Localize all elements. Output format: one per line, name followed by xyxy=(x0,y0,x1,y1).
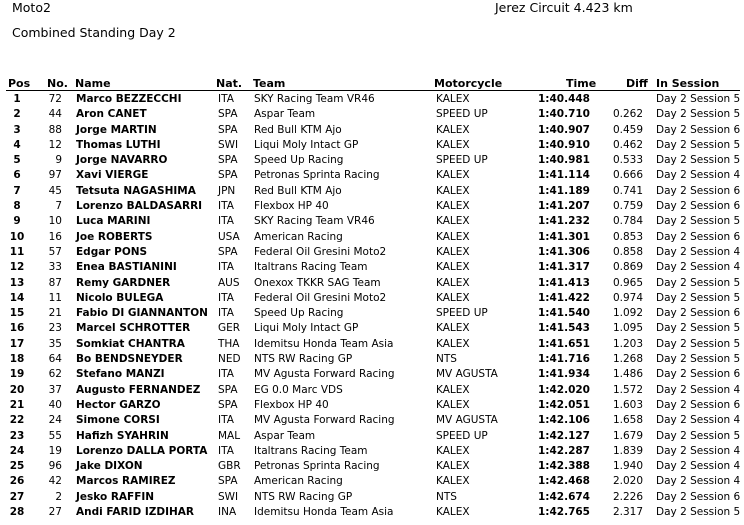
lap-time: 1:42.106 xyxy=(537,414,590,427)
team-name: American Racing xyxy=(254,475,343,488)
in-session-cell: Day 2 Session 4 xyxy=(656,460,741,473)
table-row xyxy=(0,107,744,122)
table-row xyxy=(0,168,744,183)
team-name: Italtrans Racing Team xyxy=(254,444,368,457)
lap-time: 1:41.207 xyxy=(537,200,590,213)
motorcycle-cell: KALEX xyxy=(436,169,470,182)
gap-cell: 1.572 xyxy=(612,383,643,396)
motorcycle-cell: KALEX xyxy=(436,276,470,289)
in-session-cell: Day 2 Session 5 xyxy=(656,337,741,350)
table-row xyxy=(0,92,744,107)
table-row xyxy=(0,337,744,352)
col-header-no: No. xyxy=(47,77,68,90)
pos-cell: 4 xyxy=(13,138,21,151)
in-session-cell: Day 2 Session 4 xyxy=(656,261,741,274)
lap-time: 1:42.468 xyxy=(537,475,590,488)
in-session-cell: Day 2 Session 6 xyxy=(656,230,741,243)
table-row xyxy=(0,260,744,275)
pos-cell: 13 xyxy=(9,276,25,289)
motorcycle-cell: SPEED UP xyxy=(436,108,488,121)
number-cell: 19 xyxy=(48,444,62,457)
team-name: NTS RW Racing GP xyxy=(254,353,353,366)
number-cell: 97 xyxy=(48,169,62,182)
rider-name: Tetsuta NAGASHIMA xyxy=(76,184,196,197)
pos-cell: 14 xyxy=(9,291,25,304)
number-cell: 96 xyxy=(48,460,62,473)
team-name: Speed Up Racing xyxy=(254,307,344,320)
nationality-cell: ITA xyxy=(218,368,234,381)
in-session-cell: Day 2 Session 6 xyxy=(656,123,741,136)
nationality-cell: ITA xyxy=(218,93,234,105)
nationality-cell: SPA xyxy=(218,475,238,488)
in-session-cell: Day 2 Session 5 xyxy=(656,322,741,335)
team-name: Liqui Moly Intact GP xyxy=(254,138,359,151)
number-cell: 57 xyxy=(48,245,62,258)
gap-cell: 1.839 xyxy=(612,444,643,457)
pos-cell: 10 xyxy=(9,230,25,243)
gap-cell: 0.974 xyxy=(612,291,643,304)
rider-name: Somkiat CHANTRA xyxy=(76,337,185,350)
table-row xyxy=(0,367,744,382)
motorcycle-cell: MV AGUSTA xyxy=(436,368,498,381)
motorcycle-cell: NTS xyxy=(436,490,457,503)
gap-cell: 1.486 xyxy=(612,368,643,381)
pos-cell: 6 xyxy=(13,169,21,182)
pos-cell: 22 xyxy=(9,414,25,427)
col-header-nat: Nat. xyxy=(216,77,243,90)
rider-name: Hector GARZO xyxy=(76,398,161,411)
team-name: Flexbox HP 40 xyxy=(254,398,329,411)
lap-time: 1:42.674 xyxy=(537,490,590,503)
pos-cell: 5 xyxy=(13,154,21,167)
col-header-in-session: In Session xyxy=(656,77,720,90)
in-session-cell: Day 2 Session 5 xyxy=(656,291,741,304)
rider-name: Jorge MARTIN xyxy=(76,123,157,136)
lap-time: 1:41.301 xyxy=(537,230,590,243)
lap-time: 1:41.716 xyxy=(537,353,590,366)
number-cell: 7 xyxy=(55,200,62,213)
nationality-cell: ITA xyxy=(218,307,234,320)
team-name: Idemitsu Honda Team Asia xyxy=(254,337,394,350)
number-cell: 37 xyxy=(48,383,62,396)
lap-time: 1:41.317 xyxy=(537,261,590,274)
team-name: Idemitsu Honda Team Asia xyxy=(254,506,394,519)
table-row xyxy=(0,153,744,168)
table-row xyxy=(0,444,744,459)
rider-name: Bo BENDSNEYDER xyxy=(76,353,183,366)
motorcycle-cell: KALEX xyxy=(436,444,470,457)
nationality-cell: NED xyxy=(218,353,241,366)
team-name: American Racing xyxy=(254,230,343,243)
pos-cell: 9 xyxy=(13,215,21,228)
col-header-team: Team xyxy=(253,77,286,90)
lap-time: 1:42.051 xyxy=(537,398,590,411)
team-name: Flexbox HP 40 xyxy=(254,200,329,213)
lap-time: 1:42.020 xyxy=(537,383,590,396)
gap-cell: 0.741 xyxy=(612,184,643,197)
standings-table xyxy=(0,92,744,520)
rider-name: Augusto FERNANDEZ xyxy=(76,383,201,396)
number-cell: 9 xyxy=(55,154,62,167)
rider-name: Hafizh SYAHRIN xyxy=(76,429,169,442)
nationality-cell: GBR xyxy=(218,460,241,473)
table-row xyxy=(0,490,744,505)
table-row xyxy=(0,214,744,229)
rider-name: Fabio DI GIANNANTON xyxy=(76,307,208,320)
pos-cell: 19 xyxy=(9,368,25,381)
team-name: Red Bull KTM Ajo xyxy=(254,184,342,197)
in-session-cell: Day 2 Session 5 xyxy=(656,154,741,167)
number-cell: 16 xyxy=(48,230,62,243)
lap-time: 1:41.651 xyxy=(537,337,590,350)
number-cell: 35 xyxy=(48,337,62,350)
gap-cell: 2.317 xyxy=(612,506,643,519)
number-cell: 88 xyxy=(48,123,62,136)
nationality-cell: AUS xyxy=(218,276,240,289)
lap-time: 1:41.422 xyxy=(537,291,590,304)
lap-time: 1:41.114 xyxy=(537,169,590,182)
col-header-motorcycle: Motorcycle xyxy=(434,77,503,90)
motorcycle-cell: KALEX xyxy=(436,138,470,151)
rider-name: Joe ROBERTS xyxy=(76,230,153,243)
lap-time: 1:42.388 xyxy=(537,460,590,473)
lap-time: 1:41.413 xyxy=(537,276,590,289)
motorcycle-cell: SPEED UP xyxy=(436,154,488,167)
pos-cell: 26 xyxy=(9,475,25,488)
nationality-cell: ITA xyxy=(218,261,234,274)
gap-cell: 0.853 xyxy=(612,230,643,243)
nationality-cell: SPA xyxy=(218,245,238,258)
gap-cell: 0.869 xyxy=(612,261,643,274)
team-name: Petronas Sprinta Racing xyxy=(254,169,380,182)
nationality-cell: INA xyxy=(218,506,237,519)
motorcycle-cell: KALEX xyxy=(436,322,470,335)
motorcycle-cell: KALEX xyxy=(436,93,470,105)
motorcycle-cell: KALEX xyxy=(436,506,470,519)
number-cell: 62 xyxy=(48,368,62,381)
in-session-cell: Day 2 Session 4 xyxy=(656,383,741,396)
motorcycle-cell: KALEX xyxy=(436,398,470,411)
in-session-cell: Day 2 Session 5 xyxy=(656,429,741,442)
pos-cell: 18 xyxy=(9,353,25,366)
motorcycle-cell: MV AGUSTA xyxy=(436,414,498,427)
nationality-cell: ITA xyxy=(218,215,234,228)
number-cell: 72 xyxy=(48,93,62,105)
lap-time: 1:42.765 xyxy=(537,506,590,519)
nationality-cell: SWI xyxy=(218,490,239,503)
lap-time: 1:41.543 xyxy=(537,322,590,335)
pos-cell: 1 xyxy=(13,93,21,105)
gap-cell: 1.603 xyxy=(612,398,643,411)
pos-cell: 2 xyxy=(13,108,21,121)
rider-name: Marcel SCHROTTER xyxy=(76,322,191,335)
nationality-cell: SPA xyxy=(218,154,238,167)
pos-cell: 21 xyxy=(9,398,25,411)
lap-time: 1:41.189 xyxy=(537,184,590,197)
circuit-info: Jerez Circuit 4.423 km xyxy=(495,0,633,15)
table-row xyxy=(0,306,744,321)
in-session-cell: Day 2 Session 5 xyxy=(656,93,741,105)
team-name: MV Agusta Forward Racing xyxy=(254,414,395,427)
team-name: Federal Oil Gresini Moto2 xyxy=(254,245,387,258)
motorcycle-cell: KALEX xyxy=(436,460,470,473)
lap-time: 1:41.306 xyxy=(537,245,590,258)
team-name: Onexox TKKR SAG Team xyxy=(254,276,381,289)
rider-name: Enea BASTIANINI xyxy=(76,261,177,274)
gap-cell: 0.784 xyxy=(612,215,643,228)
number-cell: 2 xyxy=(55,490,62,503)
pos-cell: 11 xyxy=(9,245,25,258)
pos-cell: 8 xyxy=(13,200,21,213)
gap-cell: 1.679 xyxy=(612,429,643,442)
team-name: Aspar Team xyxy=(254,108,316,121)
nationality-cell: ITA xyxy=(218,414,234,427)
in-session-cell: Day 2 Session 6 xyxy=(656,200,741,213)
lap-time: 1:42.127 xyxy=(537,429,590,442)
in-session-cell: Day 2 Session 6 xyxy=(656,490,741,503)
table-row xyxy=(0,138,744,153)
team-name: MV Agusta Forward Racing xyxy=(254,368,395,381)
gap-cell: 0.262 xyxy=(612,108,643,121)
in-session-cell: Day 2 Session 4 xyxy=(656,169,741,182)
gap-cell: 0.459 xyxy=(612,123,643,136)
in-session-cell: Day 2 Session 6 xyxy=(656,398,741,411)
rider-name: Thomas LUTHI xyxy=(76,138,161,151)
gap-cell: 0.533 xyxy=(612,154,643,167)
team-name: Federal Oil Gresini Moto2 xyxy=(254,291,387,304)
number-cell: 21 xyxy=(48,307,62,320)
rider-name: Jake DIXON xyxy=(76,460,143,473)
nationality-cell: ITA xyxy=(218,291,234,304)
rider-name: Jorge NAVARRO xyxy=(76,154,168,167)
in-session-cell: Day 2 Session 5 xyxy=(656,215,741,228)
motorcycle-cell: SPEED UP xyxy=(436,307,488,320)
in-session-cell: Day 2 Session 6 xyxy=(656,184,741,197)
in-session-cell: Day 2 Session 5 xyxy=(656,353,741,366)
motorcycle-cell: KALEX xyxy=(436,200,470,213)
pos-cell: 27 xyxy=(9,490,25,503)
number-cell: 44 xyxy=(48,108,62,121)
rider-name: Marco BEZZECCHI xyxy=(76,93,182,105)
team-name: EG 0.0 Marc VDS xyxy=(254,383,343,396)
table-row xyxy=(0,184,744,199)
team-name: SKY Racing Team VR46 xyxy=(254,93,375,105)
pos-cell: 16 xyxy=(9,322,25,335)
motorcycle-cell: KALEX xyxy=(436,123,470,136)
rider-name: Remy GARDNER xyxy=(76,276,171,289)
nationality-cell: SPA xyxy=(218,383,238,396)
table-row xyxy=(0,245,744,260)
motorcycle-cell: SPEED UP xyxy=(436,429,488,442)
team-name: Speed Up Racing xyxy=(254,154,344,167)
motorcycle-cell: KALEX xyxy=(436,383,470,396)
team-name: Aspar Team xyxy=(254,429,316,442)
nationality-cell: SPA xyxy=(218,169,238,182)
in-session-cell: Day 2 Session 4 xyxy=(656,414,741,427)
number-cell: 42 xyxy=(48,475,62,488)
nationality-cell: SWI xyxy=(218,138,239,151)
number-cell: 27 xyxy=(48,506,62,519)
in-session-cell: Day 2 Session 5 xyxy=(656,108,741,121)
nationality-cell: SPA xyxy=(218,398,238,411)
gap-cell: 0.759 xyxy=(612,200,643,213)
pos-cell: 25 xyxy=(9,460,25,473)
pos-cell: 28 xyxy=(9,506,25,519)
nationality-cell: ITA xyxy=(218,200,234,213)
col-header-diff: Diff xyxy=(626,77,648,90)
table-row xyxy=(0,123,744,138)
rider-name: Jesko RAFFIN xyxy=(76,490,155,503)
category-title: Moto2 xyxy=(12,0,51,15)
motorcycle-cell: NTS xyxy=(436,353,457,366)
team-name: SKY Racing Team VR46 xyxy=(254,215,375,228)
number-cell: 24 xyxy=(48,414,62,427)
number-cell: 55 xyxy=(48,429,62,442)
table-row xyxy=(0,230,744,245)
table-row xyxy=(0,398,744,413)
motorcycle-cell: KALEX xyxy=(436,245,470,258)
number-cell: 23 xyxy=(48,322,62,335)
table-row xyxy=(0,291,744,306)
pos-cell: 20 xyxy=(9,383,25,396)
lap-time: 1:40.907 xyxy=(537,123,590,136)
gap-cell: 0.666 xyxy=(612,169,643,182)
number-cell: 11 xyxy=(48,291,62,304)
gap-cell: 1.268 xyxy=(612,353,643,366)
number-cell: 33 xyxy=(48,261,62,274)
motorcycle-cell: KALEX xyxy=(436,184,470,197)
number-cell: 10 xyxy=(48,215,62,228)
rider-name: Stefano MANZI xyxy=(76,368,165,381)
table-row xyxy=(0,505,744,520)
gap-cell: 0.858 xyxy=(612,245,643,258)
number-cell: 40 xyxy=(48,398,62,411)
pos-cell: 15 xyxy=(9,307,25,320)
motorcycle-cell: KALEX xyxy=(436,337,470,350)
in-session-cell: Day 2 Session 4 xyxy=(656,475,741,488)
nationality-cell: USA xyxy=(218,230,240,243)
gap-cell: 1.940 xyxy=(612,460,643,473)
gap-cell: 1.658 xyxy=(612,414,643,427)
in-session-cell: Day 2 Session 5 xyxy=(656,506,741,519)
gap-cell: 2.020 xyxy=(612,475,643,488)
nationality-cell: SPA xyxy=(218,123,238,136)
rider-name: Nicolo BULEGA xyxy=(76,291,164,304)
lap-time: 1:41.540 xyxy=(537,307,590,320)
table-row xyxy=(0,276,744,291)
table-row xyxy=(0,199,744,214)
gap-cell: 1.203 xyxy=(612,337,643,350)
rider-name: Simone CORSI xyxy=(76,414,160,427)
table-row xyxy=(0,321,744,336)
team-name: Italtrans Racing Team xyxy=(254,261,368,274)
pos-cell: 12 xyxy=(9,261,25,274)
in-session-cell: Day 2 Session 6 xyxy=(656,368,741,381)
col-header-name: Name xyxy=(75,77,111,90)
lap-time: 1:41.934 xyxy=(537,368,590,381)
rider-name: Andi FARID IZDIHAR xyxy=(76,506,194,519)
rider-name: Edgar PONS xyxy=(76,245,148,258)
motorcycle-cell: KALEX xyxy=(436,291,470,304)
table-row xyxy=(0,474,744,489)
session-title: Combined Standing Day 2 xyxy=(12,25,176,40)
number-cell: 87 xyxy=(48,276,62,289)
rider-name: Xavi VIERGE xyxy=(76,169,149,182)
team-name: NTS RW Racing GP xyxy=(254,490,353,503)
rider-name: Marcos RAMIREZ xyxy=(76,475,176,488)
col-header-time: Time xyxy=(566,77,597,90)
team-name: Liqui Moly Intact GP xyxy=(254,322,359,335)
gap-cell: 0.462 xyxy=(612,138,643,151)
gap-cell: 0.965 xyxy=(612,276,643,289)
team-name: Red Bull KTM Ajo xyxy=(254,123,342,136)
lap-time: 1:40.910 xyxy=(537,138,590,151)
rider-name: Lorenzo BALDASARRI xyxy=(76,200,203,213)
in-session-cell: Day 2 Session 5 xyxy=(656,138,741,151)
nationality-cell: MAL xyxy=(218,429,241,442)
in-session-cell: Day 2 Session 5 xyxy=(656,276,741,289)
nationality-cell: ITA xyxy=(218,444,234,457)
rider-name: Luca MARINI xyxy=(76,215,151,228)
number-cell: 45 xyxy=(48,184,62,197)
motorcycle-cell: KALEX xyxy=(436,475,470,488)
lap-time: 1:40.981 xyxy=(537,154,590,167)
motorcycle-cell: KALEX xyxy=(436,261,470,274)
motorcycle-cell: KALEX xyxy=(436,230,470,243)
pos-cell: 17 xyxy=(9,337,25,350)
nationality-cell: SPA xyxy=(218,108,238,121)
table-row xyxy=(0,413,744,428)
pos-cell: 24 xyxy=(9,444,25,457)
nationality-cell: GER xyxy=(218,322,241,335)
motorcycle-cell: KALEX xyxy=(436,215,470,228)
pos-cell: 3 xyxy=(13,123,21,136)
number-cell: 12 xyxy=(48,138,62,151)
pos-cell: 23 xyxy=(9,429,25,442)
lap-time: 1:41.232 xyxy=(537,215,590,228)
in-session-cell: Day 2 Session 6 xyxy=(656,307,741,320)
gap-cell: 2.226 xyxy=(612,490,643,503)
rider-name: Lorenzo DALLA PORTA xyxy=(76,444,208,457)
gap-cell: 1.092 xyxy=(612,307,643,320)
table-row xyxy=(0,383,744,398)
in-session-cell: Day 2 Session 4 xyxy=(656,245,741,258)
nationality-cell: THA xyxy=(218,337,240,350)
rider-name: Aron CANET xyxy=(76,108,147,121)
lap-time: 1:40.710 xyxy=(537,108,590,121)
header-divider xyxy=(6,90,740,91)
lap-time: 1:40.448 xyxy=(537,93,590,105)
lap-time: 1:42.287 xyxy=(537,444,590,457)
table-row xyxy=(0,429,744,444)
col-header-pos: Pos xyxy=(8,77,31,90)
table-row xyxy=(0,459,744,474)
team-name: Petronas Sprinta Racing xyxy=(254,460,380,473)
nationality-cell: JPN xyxy=(218,184,236,197)
number-cell: 64 xyxy=(48,353,62,366)
in-session-cell: Day 2 Session 4 xyxy=(656,444,741,457)
pos-cell: 7 xyxy=(13,184,21,197)
gap-cell: 1.095 xyxy=(612,322,643,335)
table-row xyxy=(0,352,744,367)
